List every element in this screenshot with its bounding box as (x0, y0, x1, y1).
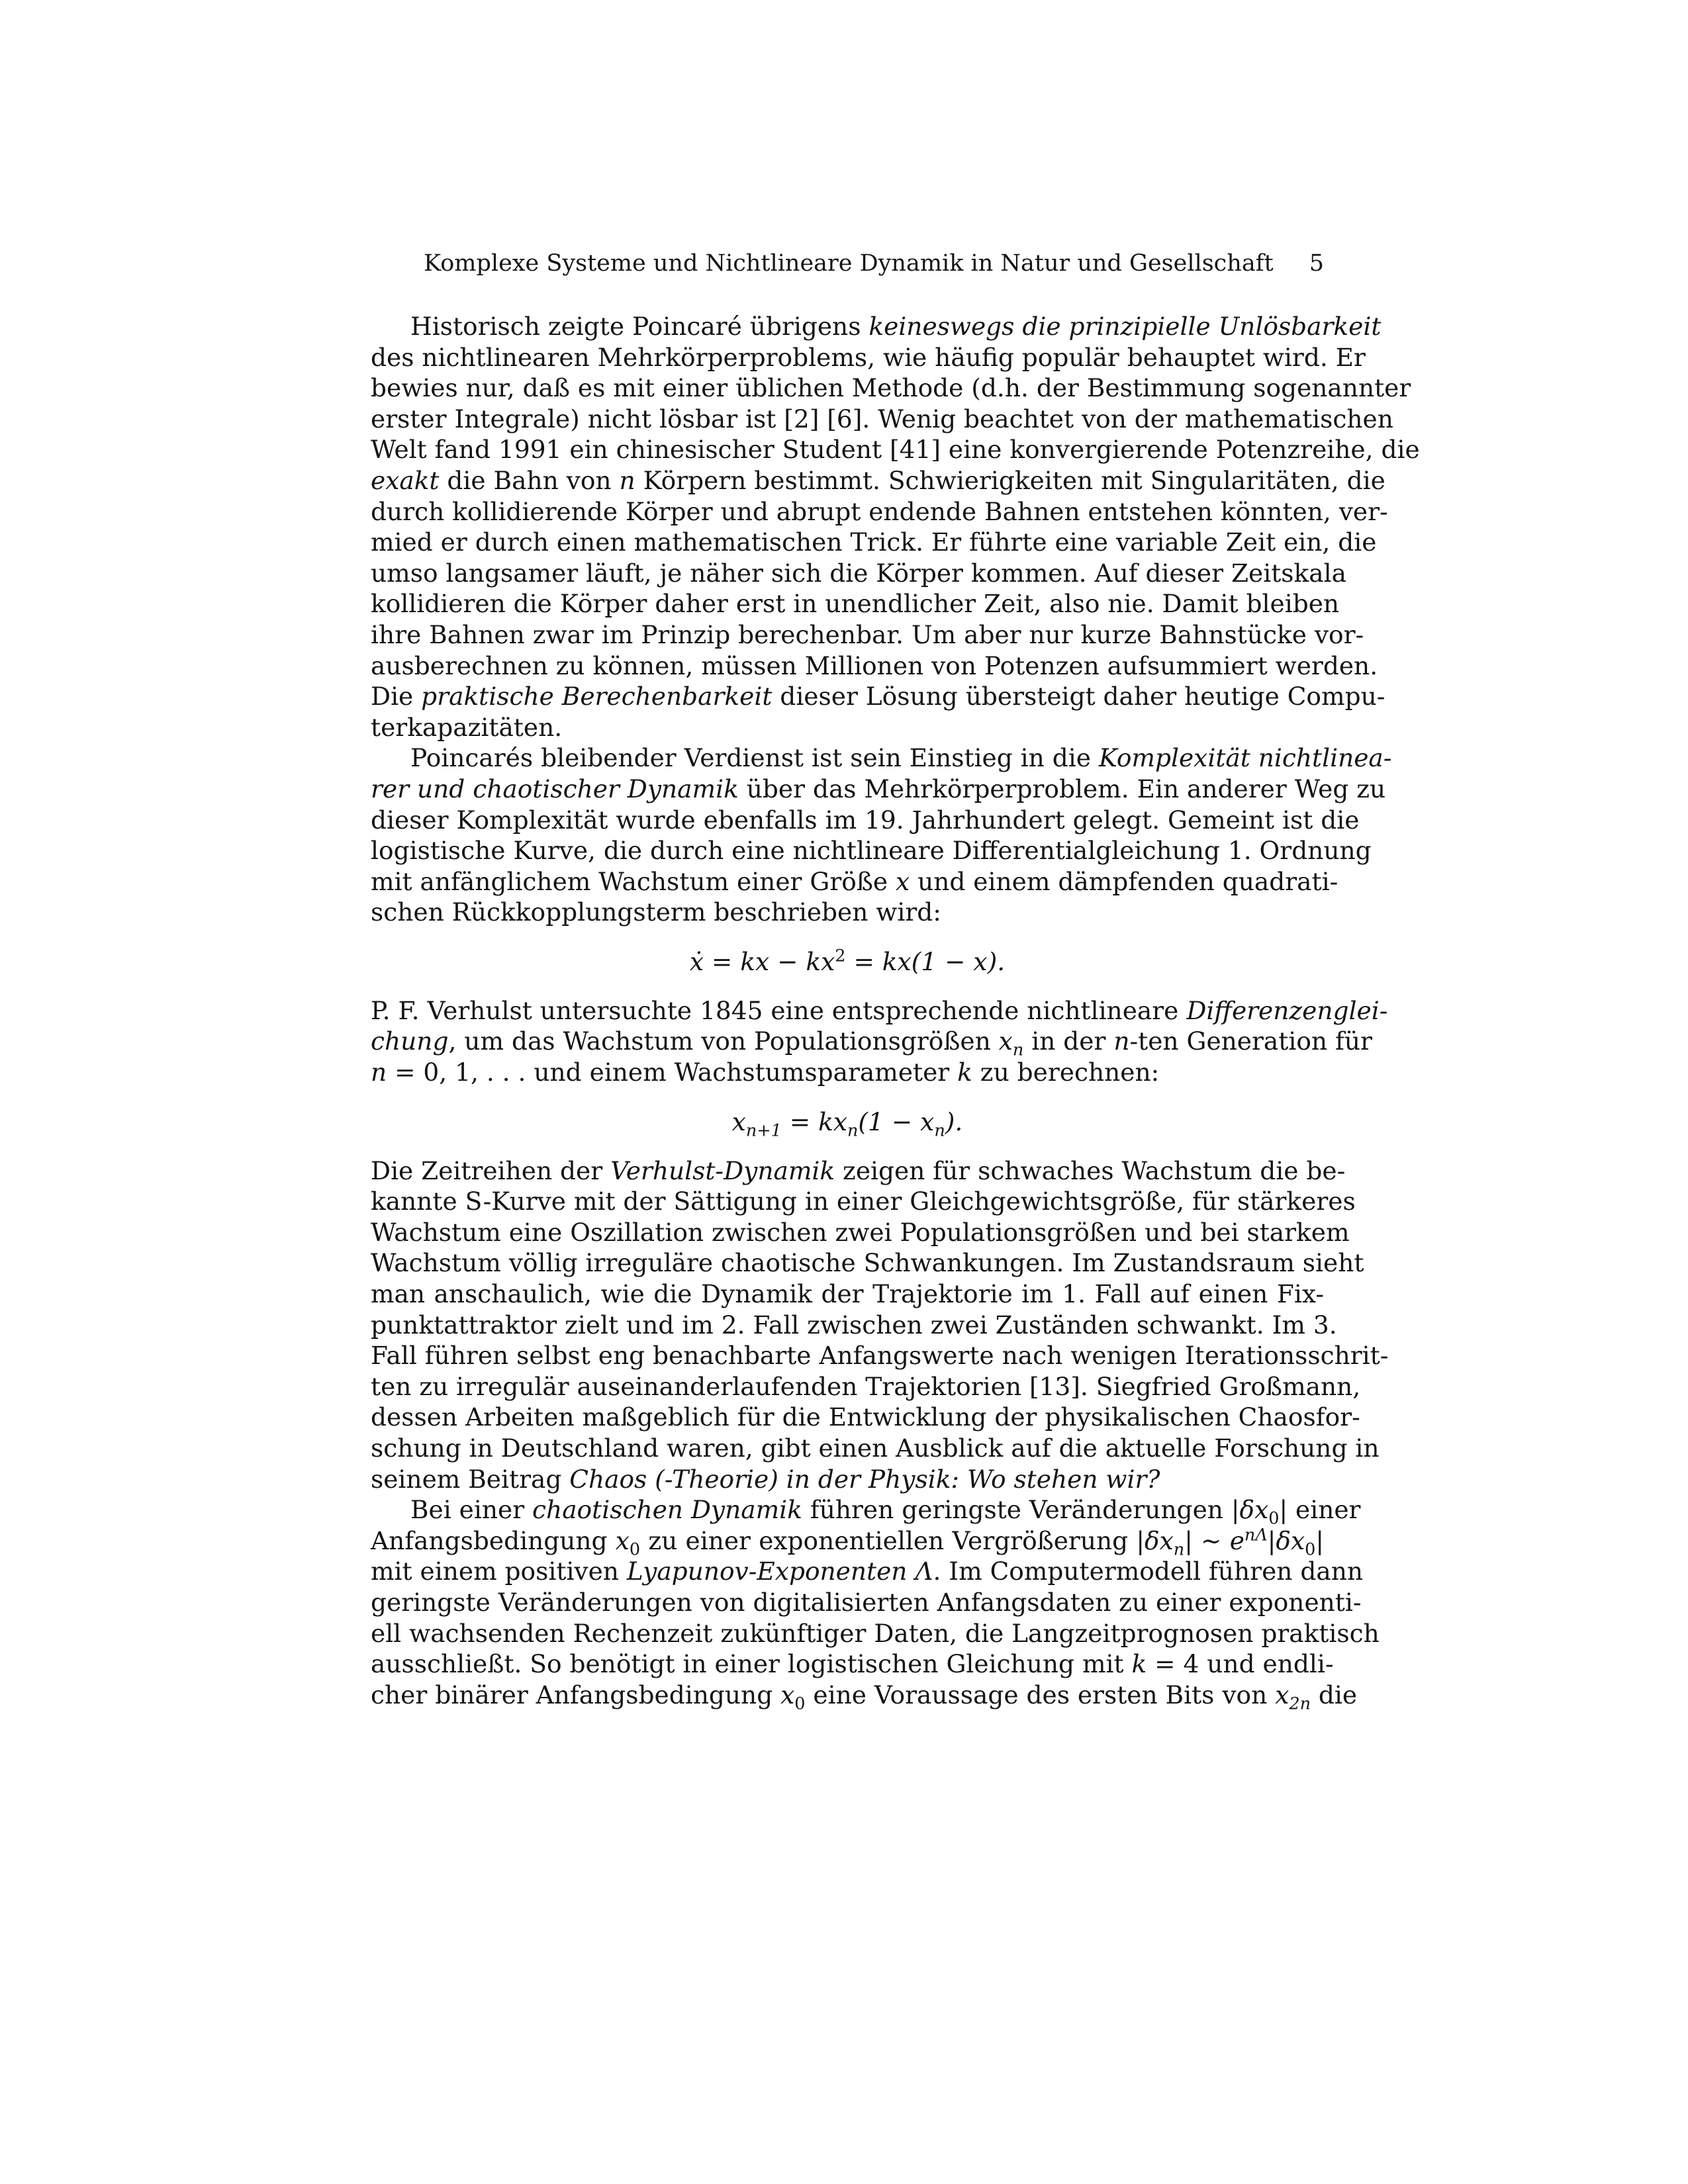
text-line: Wachstum eine Oszillation zwischen zwei Populationsgrößen und bei starkem (371, 1217, 1350, 1247)
text-line: Wachstum völlig irreguläre chaotische Schwankungen. Im Zustandsraum sieht (371, 1248, 1364, 1278)
text-line: Welt fand 1991 ein chinesischer Student [41] eine konvergierende Potenzreihe, die (371, 435, 1420, 465)
text-line: P. F. Verhulst untersuchte 1845 eine entsprechende nichtlineare Differenzenglei- (371, 995, 1388, 1025)
text-line: mied er durch einen mathematischen Trick. Er führte eine variable Zeit ein, die (371, 527, 1377, 557)
paragraph-4 (371, 1156, 1389, 1495)
text-line: rer und chaotischer Dynamik über das Mehrkörperproblem. Ein anderer Weg zu (371, 774, 1386, 803)
text-line: bewies nur, daß es mit einer üblichen Methode (d.h. der Bestimmung sogenannter (371, 373, 1411, 403)
paragraph-3 (371, 995, 1388, 1088)
text-line: erster Integrale) nicht lösbar ist [2] [6]. Wenig beachtet von der mathematischen (371, 404, 1393, 433)
text-line: terkapazitäten. (371, 712, 563, 742)
equation-logistic-ode: ẋ = kx − $kx^2 = kx(1 - x)$. (689, 946, 1006, 976)
text-line: dieser Komplexität wurde ebenfalls im 19. Jahrhundert gelegt. Gemeint ist die (371, 805, 1360, 835)
text-line: logistische Kurve, die durch eine nichtlineare Differentialgleichung 1. Ordnung (371, 836, 1372, 866)
running-title: Komplexe Systeme und Nichtlineare Dynamik in Natur und Gesellschaft (424, 250, 1274, 277)
page-number: 5 (1309, 250, 1324, 277)
text-line: dessen Arbeiten maßgeblich für die Entwicklung der physikalischen Chaosfor- (371, 1402, 1360, 1432)
text-line: Historisch zeigte Poincaré übrigens keineswegs die prinzipielle Unlösbarkeit (410, 312, 1382, 341)
text-line: des nichtlinearen Mehrkörperproblems, wie häufig populär behauptet wird. Er (371, 342, 1366, 372)
text-line: schen Rückkopplungsterm beschrieben wird: (371, 897, 941, 927)
text-line: mit anfänglichem Wachstum einer Größe x und einem dämpfenden quadrati- (371, 866, 1338, 896)
paragraph-2 (371, 743, 1392, 928)
text-line: cher binärer Anfangsbedingung $x_0$ eine Voraussage des ersten Bits von $x_{2n}$ die (371, 1680, 1358, 1714)
body-text (371, 311, 1420, 1714)
text-line: ausschließt. So benötigt in einer logistischen Gleichung mit k = 4 und endli- (371, 1649, 1334, 1679)
text-line: man anschaulich, wie die Dynamik der Trajektorie im 1. Fall auf einen Fix- (371, 1279, 1324, 1309)
text-line: mit einem positiven Lyapunov-Exponenten Λ. Im Computermodell führen dann (371, 1557, 1364, 1586)
text-line: Die praktische Berechenbarkeit dieser Lösung übersteigt daher heutige Compu- (371, 682, 1385, 711)
text-line: Fall führen selbst eng benachbarte Anfangswerte nach wenigen Iterationsschrit- (371, 1341, 1389, 1371)
text-line: Poincarés bleibender Verdienst ist sein Einstieg in die Komplexität nichtlinea- (410, 743, 1392, 773)
text-line: geringste Veränderungen von digitalisierten Anfangsdaten zu einer exponenti- (371, 1587, 1362, 1617)
text-line: Die Zeitreihen der Verhulst-Dynamik zeigen für schwaches Wachstum die be- (371, 1156, 1346, 1185)
text-line: kannte S-Kurve mit der Sättigung in einer Gleichgewichtsgröße, für stärkeres (371, 1187, 1356, 1216)
text-line: Bei einer chaotischen Dynamik führen geringste Veränderungen $|\delta x_0|$ einer (410, 1495, 1361, 1529)
text-line: exakt die Bahn von n Körpern bestimmt. Schwierigkeiten mit Singularitäten, die (371, 465, 1385, 495)
text-line: umso langsamer läuft, je näher sich die Körper kommen. Auf dieser Zeitskala (371, 558, 1346, 588)
equation-verhulst: $x_{n+1} = kx_n(1 - x_n)$. (731, 1107, 963, 1141)
text-line: punktattraktor zielt und im 2. Fall zwischen zwei Zuständen schwankt. Im 3. (371, 1310, 1337, 1340)
text-line: Anfangsbedingung $x_0$ zu einer exponentiellen Vergrößerung $|\delta x_n|$ ∼ $e^{n\Lambda}|\delta x_0|$ (371, 1525, 1324, 1560)
paragraph-5 (371, 1494, 1380, 1714)
text-line: kollidieren die Körper daher erst in unendlicher Zeit, also nie. Damit bleiben (371, 589, 1340, 619)
text-line: ell wachsenden Rechenzeit zukünftiger Daten, die Langzeitprognosen praktisch (371, 1618, 1380, 1648)
text-line: ten zu irregulär auseinanderlaufenden Trajektorien [13]. Siegfried Großmann, (371, 1371, 1361, 1401)
text-line: schung in Deutschland waren, gibt einen Ausblick auf die aktuelle Forschung in (371, 1433, 1380, 1463)
text-line: ihre Bahnen zwar im Prinzip berechenbar. Um aber nur kurze Bahnstücke vor- (371, 619, 1364, 649)
text-line: seinem Beitrag Chaos (-Theorie) in der Physik: Wo stehen wir? (371, 1464, 1160, 1494)
text-line: n = 0, 1, . . . und einem Wachstumsparameter k zu berechnen: (371, 1058, 1160, 1087)
paragraph-1 (371, 311, 1420, 743)
running-header (424, 245, 1324, 285)
text-line: durch kollidierende Körper und abrupt endende Bahnen entstehen könnten, ver- (371, 496, 1388, 526)
text-line: chung, um das Wachstum von Populationsgrößen $x_n$ in der n-ten Generation für (371, 1026, 1372, 1060)
text-line: ausberechnen zu können, müssen Millionen von Potenzen aufsummiert werden. (371, 651, 1378, 680)
